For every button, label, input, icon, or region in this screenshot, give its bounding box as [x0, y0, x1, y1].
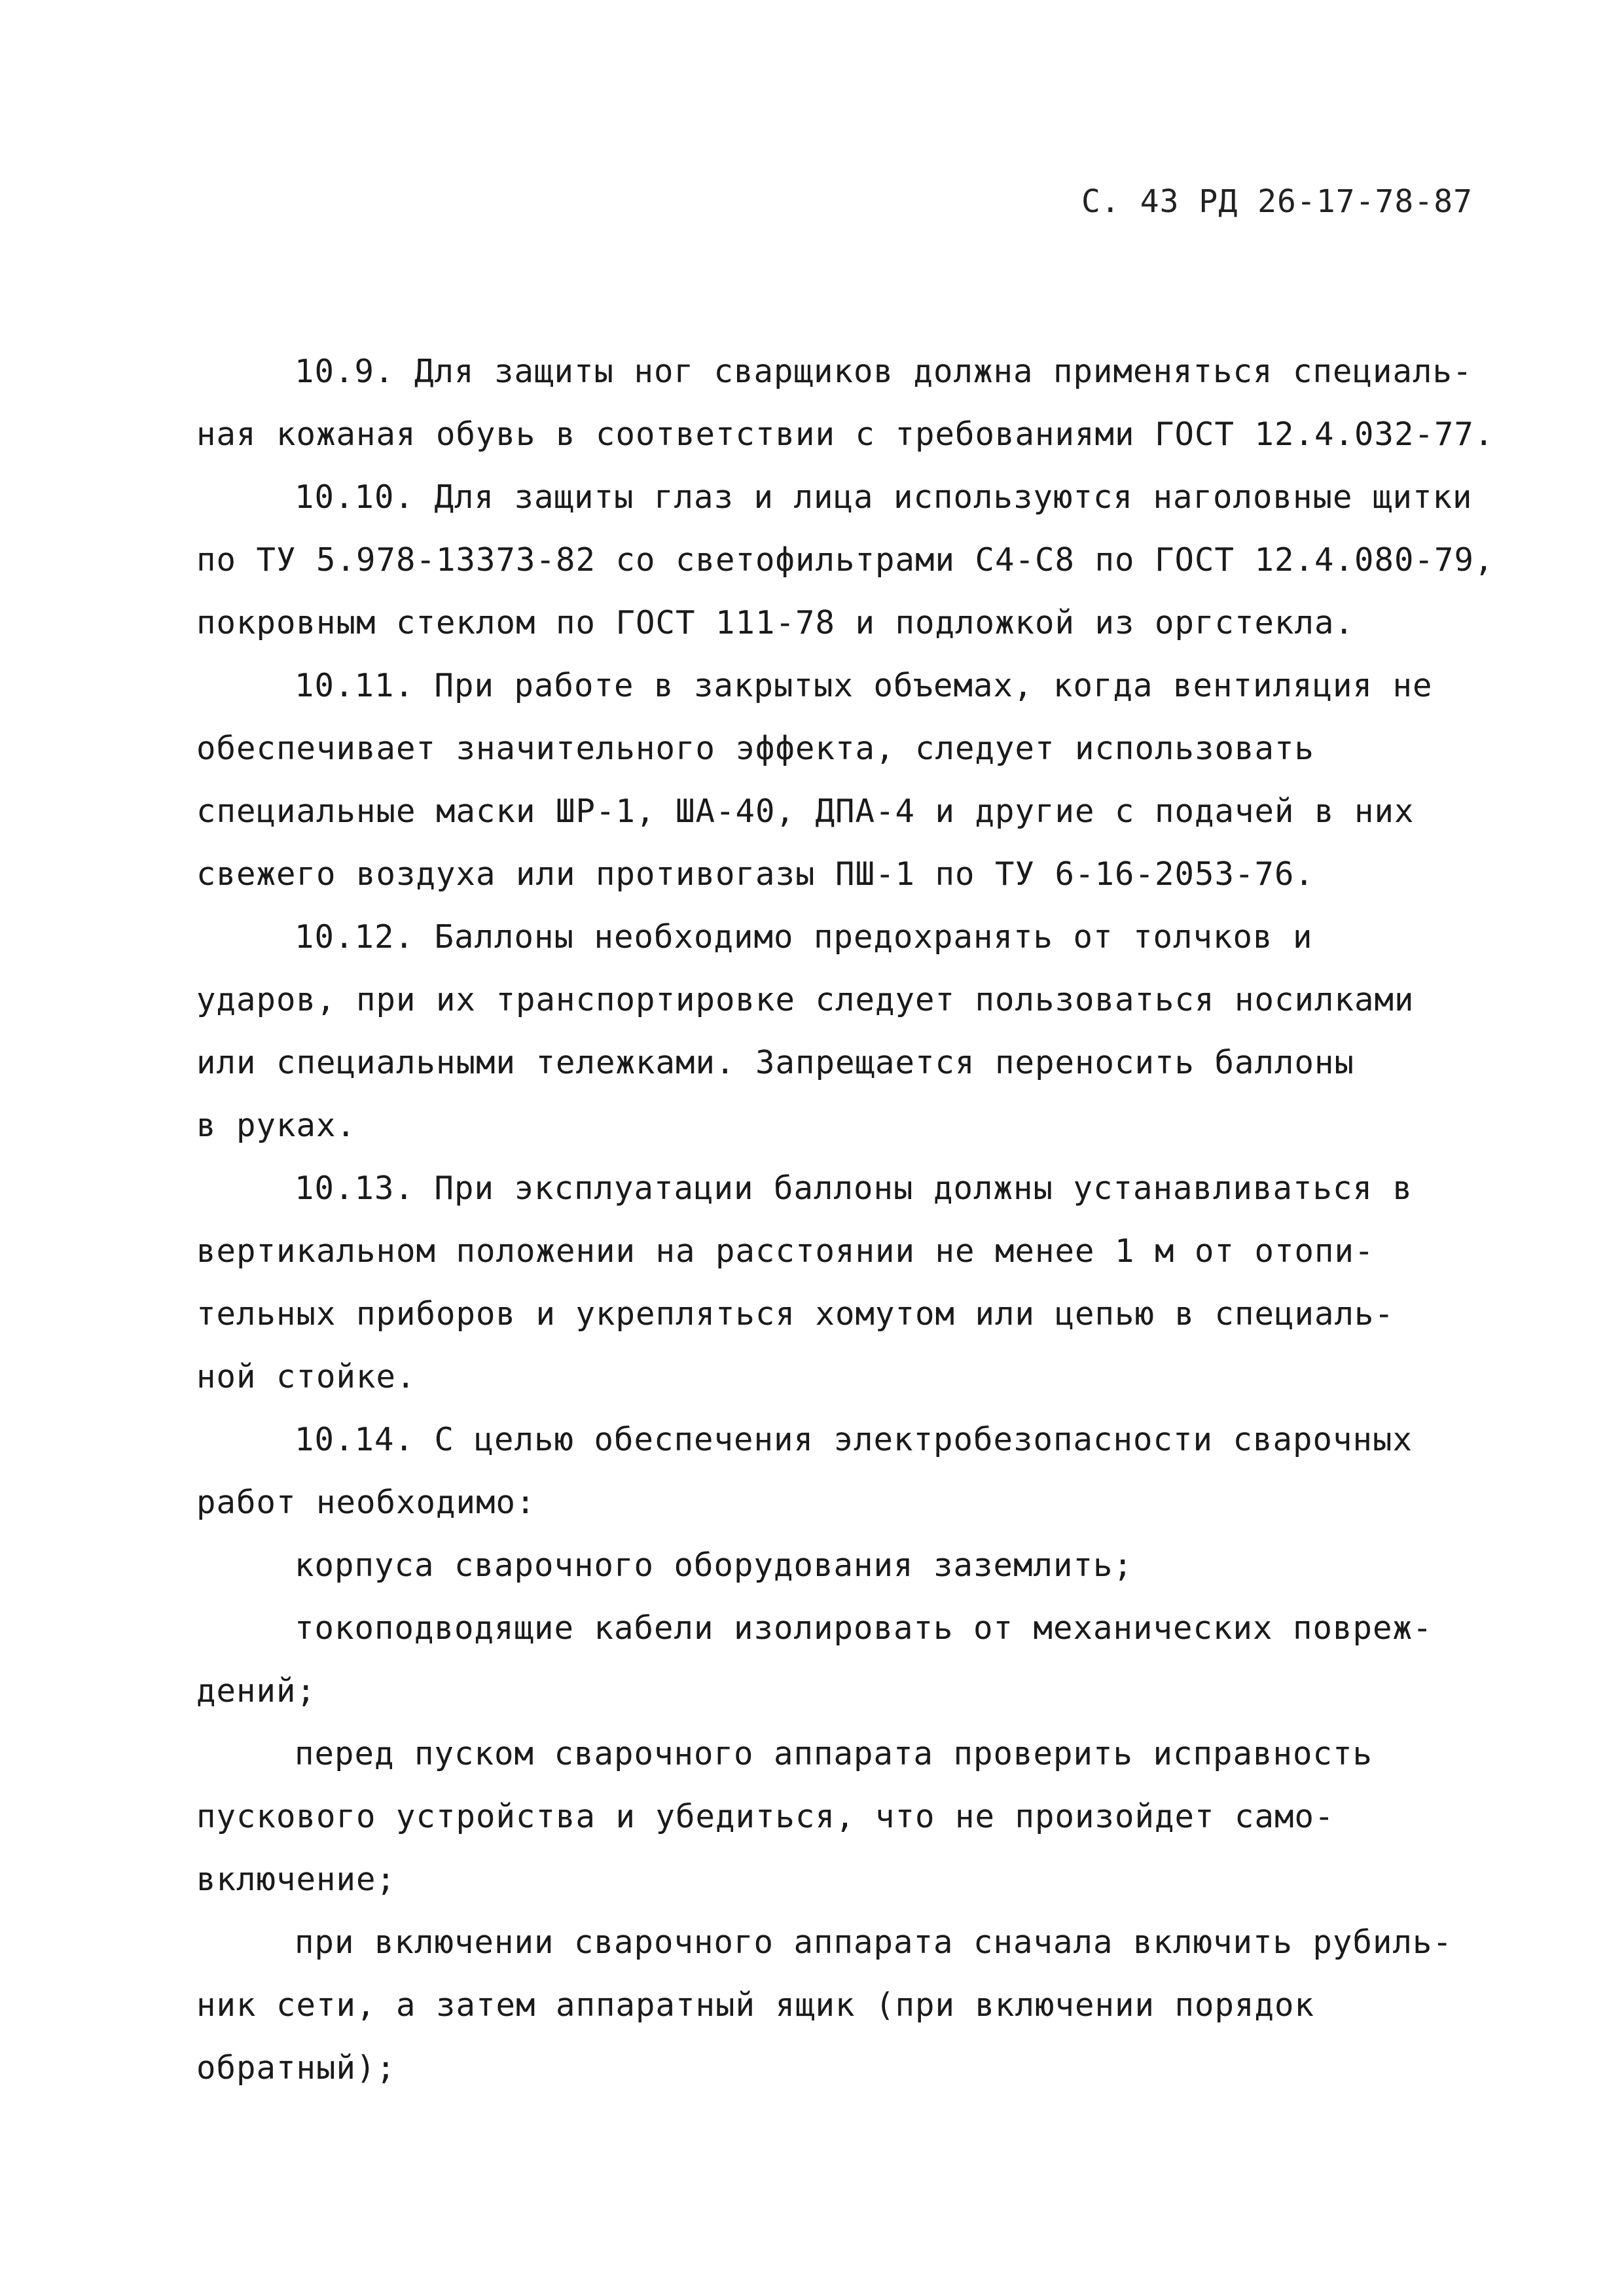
text-line: включение; — [196, 1861, 397, 1898]
text-line: при включении сварочного аппарата сначала включить рубиль- — [295, 1924, 1453, 1961]
text-line: специальные маски ШР-1, ША-40, ДПА-4 и другие с подачей в них — [196, 793, 1415, 830]
text-line: ник сети, а затем аппаратный ящик (при включении порядок — [196, 1986, 1315, 2024]
text-line: пускового устройства и убедиться, что не произойдет само- — [196, 1798, 1335, 1835]
text-line: 10.14. С целью обеспечения электробезопасности сварочных — [295, 1421, 1413, 1458]
text-line: тельных приборов и укрепляться хомутом или цепью в специаль- — [196, 1295, 1395, 1333]
text-line: 10.12. Баллоны необходимо предохранять от толчков и — [295, 918, 1313, 956]
text-line: ной стойке. — [196, 1358, 416, 1395]
text-line: ная кожаная обувь в соответствии с требованиями ГОСТ 12.4.032-77. — [196, 416, 1494, 453]
text-line: 10.10. Для защиты глаз и лица используются наголовные щитки — [295, 478, 1473, 516]
text-line: работ необходимо: — [196, 1484, 536, 1521]
text-line: обеспечивает значительного эффекта, следует использовать — [196, 730, 1315, 767]
text-line: токоподводящие кабели изолировать от механических повреж- — [295, 1609, 1433, 1647]
text-line: покровным стеклом по ГОСТ 111-78 и подложкой из оргстекла. — [196, 604, 1355, 641]
text-line: 10.13. При эксплуатации баллоны должны устанавливаться в — [295, 1170, 1413, 1207]
text-line: в руках. — [196, 1107, 357, 1144]
text-line: дений; — [196, 1672, 317, 1710]
text-line: вертикальном положении на расстоянии не менее 1 м от отопи- — [196, 1232, 1375, 1270]
text-line: свежего воздуха или противогазы ПШ-1 по ТУ 6-16-2053-76. — [196, 855, 1315, 893]
text-line: по ТУ 5.978-13373-82 со светофильтрами С4-С8 по ГОСТ 12.4.080-79, — [196, 541, 1494, 579]
document-body — [196, 340, 1494, 2100]
text-line: 10.11. При работе в закрытых объемах, когда вентиляция не — [295, 667, 1433, 704]
page-header: С. 43 РД 26-17-78-87 — [1081, 183, 1473, 220]
text-line: или специальными тележками. Запрещается переносить баллоны — [196, 1044, 1355, 1081]
text-line: ударов, при их транспортировке следует пользоваться носилками — [196, 981, 1415, 1018]
text-line: перед пуском сварочного аппарата проверить исправность — [295, 1735, 1373, 1772]
text-line: обратный); — [196, 2049, 397, 2087]
text-line: 10.9. Для защиты ног сварщиков должна применяться специаль- — [295, 353, 1473, 390]
text-line: корпуса сварочного оборудования заземлить; — [295, 1547, 1134, 1584]
